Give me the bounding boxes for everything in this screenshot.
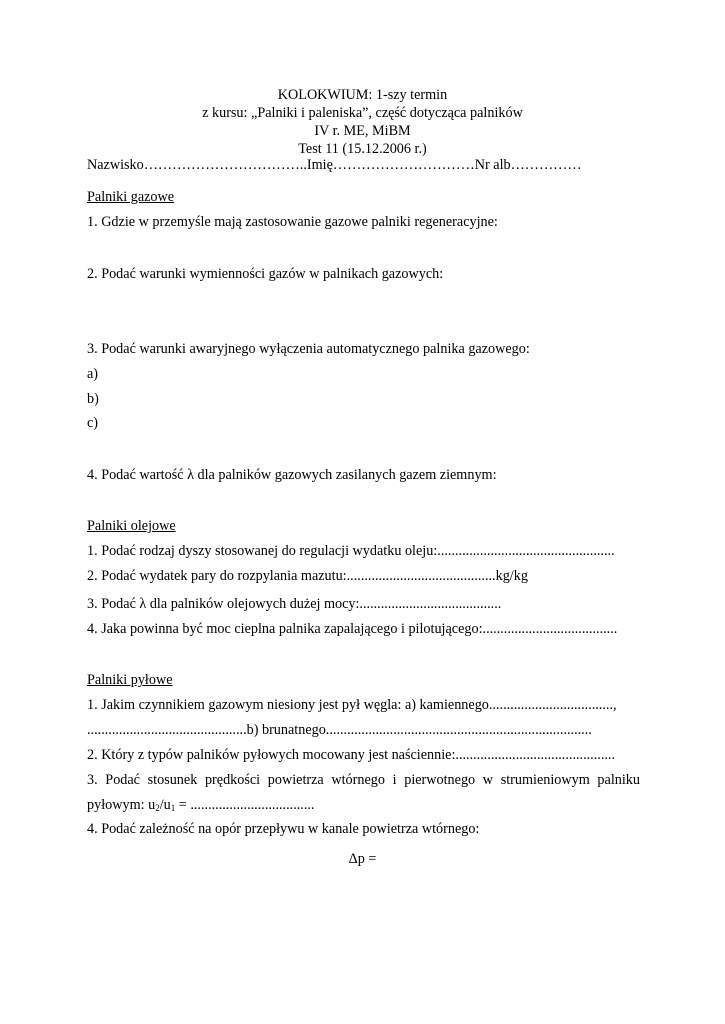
gas-question-3-b: b) — [87, 391, 99, 407]
section-heading-dust: Palniki pyłowe — [87, 672, 173, 688]
oil-question-4: 4. Jaka powinna być moc cieplna palnika zapalającego i pilotującego:...................................... — [87, 621, 618, 637]
gas-question-3: 3. Podać warunki awaryjnego wyłączenia automatycznego palnika gazowego: — [87, 341, 530, 357]
ratio-suffix: = ................................... — [175, 797, 315, 813]
gas-question-3-c: c) — [87, 415, 99, 431]
ratio-subscript-2: 2 — [155, 803, 160, 813]
dust-question-1-line-2: .............................................b) brunatnego........................................................................... — [87, 722, 592, 738]
course-line: z kursu: „Palniki i paleniska”, część dotycząca palników — [202, 105, 523, 121]
student-name-line: Nazwisko……………………………..Imię…………………………Nr alb…………… — [87, 157, 582, 173]
section-heading-gas: Palniki gazowe — [87, 189, 175, 205]
title: KOLOKWIUM: 1-szy termin — [277, 87, 448, 103]
test-date-line: Test 11 (15.12.2006 r.) — [298, 141, 427, 157]
oil-question-3: 3. Podać λ dla palników olejowych dużej mocy:........................................ — [87, 596, 502, 612]
year-line: IV r. ME, MiBM — [314, 123, 411, 139]
dust-question-3-line-2 — [87, 796, 314, 814]
gas-question-2: 2. Podać warunki wymienności gazów w palnikach gazowych: — [87, 266, 444, 282]
oil-question-1: 1. Podać rodzaj dyszy stosowanej do regulacji wydatku oleju:.................................................. — [87, 543, 615, 559]
ratio-subscript-1: 1 — [170, 803, 176, 813]
gas-question-1: 1. Gdzie w przemyśle mają zastosowanie gazowe palniki regeneracyjne: — [87, 214, 498, 230]
ratio-slash: /u — [159, 797, 171, 813]
gas-question-4: 4. Podać wartość λ dla palników gazowych zasilanych gazem ziemnym: — [87, 467, 497, 483]
ratio-prefix: pyłowym: u — [87, 797, 156, 813]
dust-question-1-line-1: 1. Jakim czynnikiem gazowym niesiony jest pył węgla: a) kamiennego..................................., — [87, 697, 617, 713]
dust-question-4: 4. Podać zależność na opór przepływu w kanale powietrza wtórnego: — [87, 821, 480, 837]
dust-question-2: 2. Który z typów palników pyłowych mocowany jest naściennie:............................................. — [87, 747, 616, 763]
oil-question-2: 2. Podać wydatek pary do rozpylania mazutu:..........................................kg/kg — [87, 568, 528, 584]
gas-question-3-a: a) — [87, 366, 99, 382]
section-heading-oil: Palniki olejowe — [87, 518, 176, 534]
dust-question-3-line-1: 3. Podać stosunek prędkości powietrza wtórnego i pierwotnego w strumieniowym palniku — [87, 772, 640, 788]
pressure-drop-formula: Δp = — [348, 851, 377, 867]
